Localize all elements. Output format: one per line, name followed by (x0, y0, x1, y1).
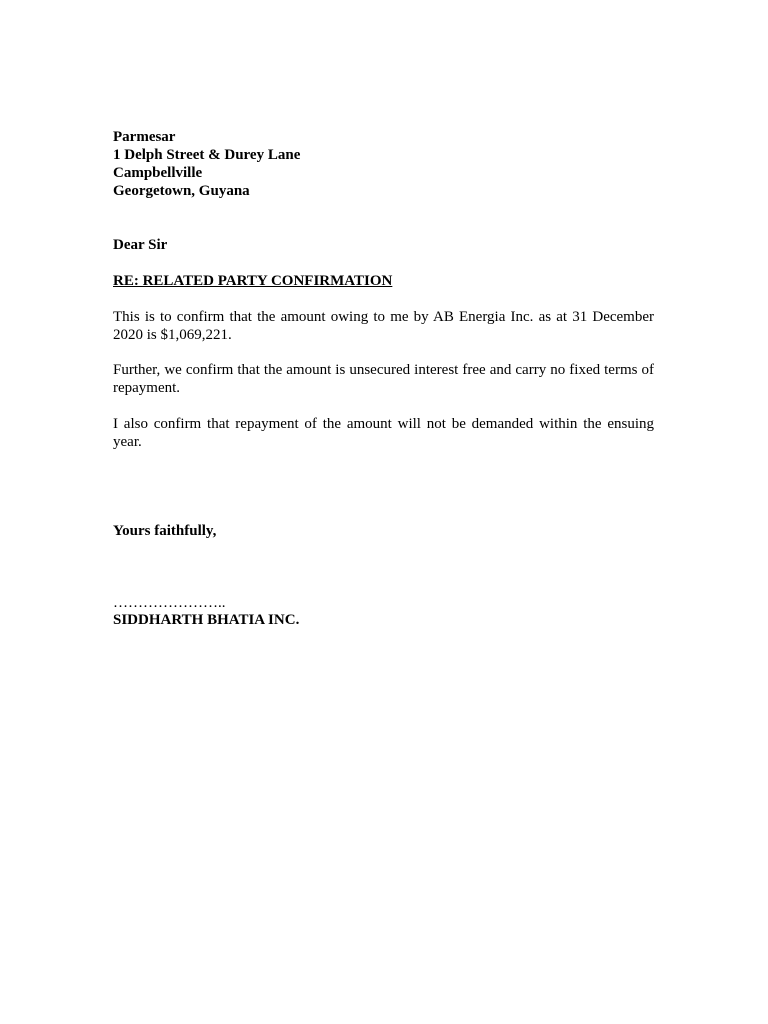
subject-line: RE: RELATED PARTY CONFIRMATION (113, 273, 393, 289)
paragraph-repayment: I also confirm that repayment of the amount will not be demanded within the ensuing year. (113, 416, 654, 450)
salutation: Dear Sir (113, 237, 168, 253)
paragraph-terms: Further, we confirm that the amount is unsecured interest free and carry no fixed terms of repayment. (113, 362, 654, 396)
recipient-name: Parmesar (113, 129, 176, 145)
paragraph-amount-confirmation: This is to confirm that the amount owing to me by AB Energia Inc. as at 31 December 2020 is $1,069,221. (113, 309, 654, 343)
signatory-name: SIDDHARTH BHATIA INC. (113, 612, 300, 628)
address-line-3: Georgetown, Guyana (113, 183, 250, 199)
address-line-2: Campbellville (113, 165, 203, 181)
recipient-address (113, 128, 654, 200)
closing: Yours faithfully, (113, 523, 217, 539)
signature-line: ………………….. (113, 595, 226, 611)
address-line-1: 1 Delph Street & Durey Lane (113, 147, 301, 163)
